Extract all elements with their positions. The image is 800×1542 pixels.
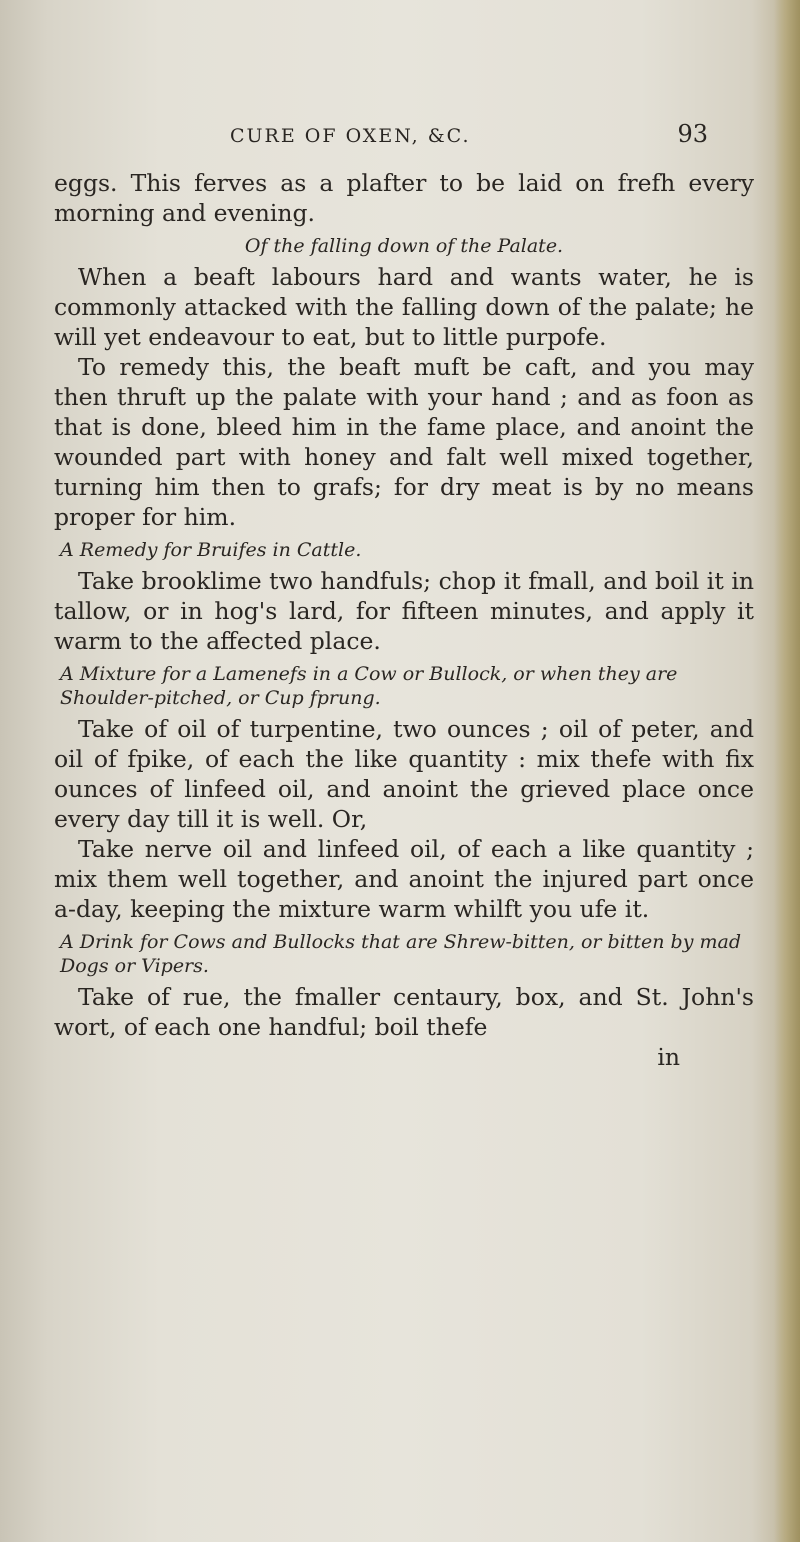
heading-remedy-bruises: A Remedy for Bruifes in Cattle. — [60, 539, 362, 561]
paragraph-rue-centaury: Take of rue, the fmaller centaury, box, and St. John's wort, of each one handful; boil thefe — [54, 983, 754, 1041]
page-number: 93 — [677, 120, 708, 148]
paragraph-remedy-palate: To remedy this, the beaft muft be caft, and you may then thruft up the palate with your hand ; and as foon as that is done, bleed him in the fame place, and anoint the wounded part with honey and falt well mixed together, turning him then to grafs; for dry meat is by no means proper for him. — [54, 353, 754, 531]
paragraph-nerve-oil: Take nerve oil and linfeed oil, of each a like quantity ; mix them well together, and anoint the injured part once a-day, keeping the mixture warm whilft you ufe it. — [54, 835, 754, 923]
paragraph-eggs-plaster: eggs. This ferves as a plafter to be laid on frefh every morning and evening. — [54, 169, 754, 227]
heading-mixture-lameness: A Mixture for a Lamenefs in a Cow or Bullock, or when they are Shoulder-pitched, or Cup fprung. — [60, 663, 678, 709]
paragraph-oil-turpentine: Take of oil of turpentine, two ounces ; oil of peter, and oil of fpike, of each the like quantity : mix thefe with fix ounces of linfeed oil, and anoint the grieved place once every day till it is well. Or, — [54, 715, 754, 833]
heading-falling-palate: Of the falling down of the Palate. — [244, 235, 564, 257]
catchword: in — [657, 1043, 680, 1071]
page-edge-shadow — [774, 0, 800, 1542]
running-title: CURE OF OXEN, &C. — [230, 125, 471, 147]
book-page-text — [54, 120, 754, 1072]
paragraph-beast-labours: When a beaft labours hard and wants water, he is commonly attacked with the falling down of the palate; he will yet endeavour to eat, but to little purpofe. — [54, 263, 754, 351]
paragraph-brooklime: Take brooklime two handfuls; chop it fmall, and boil it in tallow, or in hog's lard, for fifteen minutes, and apply it warm to the affected place. — [54, 567, 754, 655]
running-head — [54, 120, 754, 148]
heading-drink-shrew-bitten: A Drink for Cows and Bullocks that are Shrew-bitten, or bitten by mad Dogs or Vipers. — [60, 931, 742, 977]
